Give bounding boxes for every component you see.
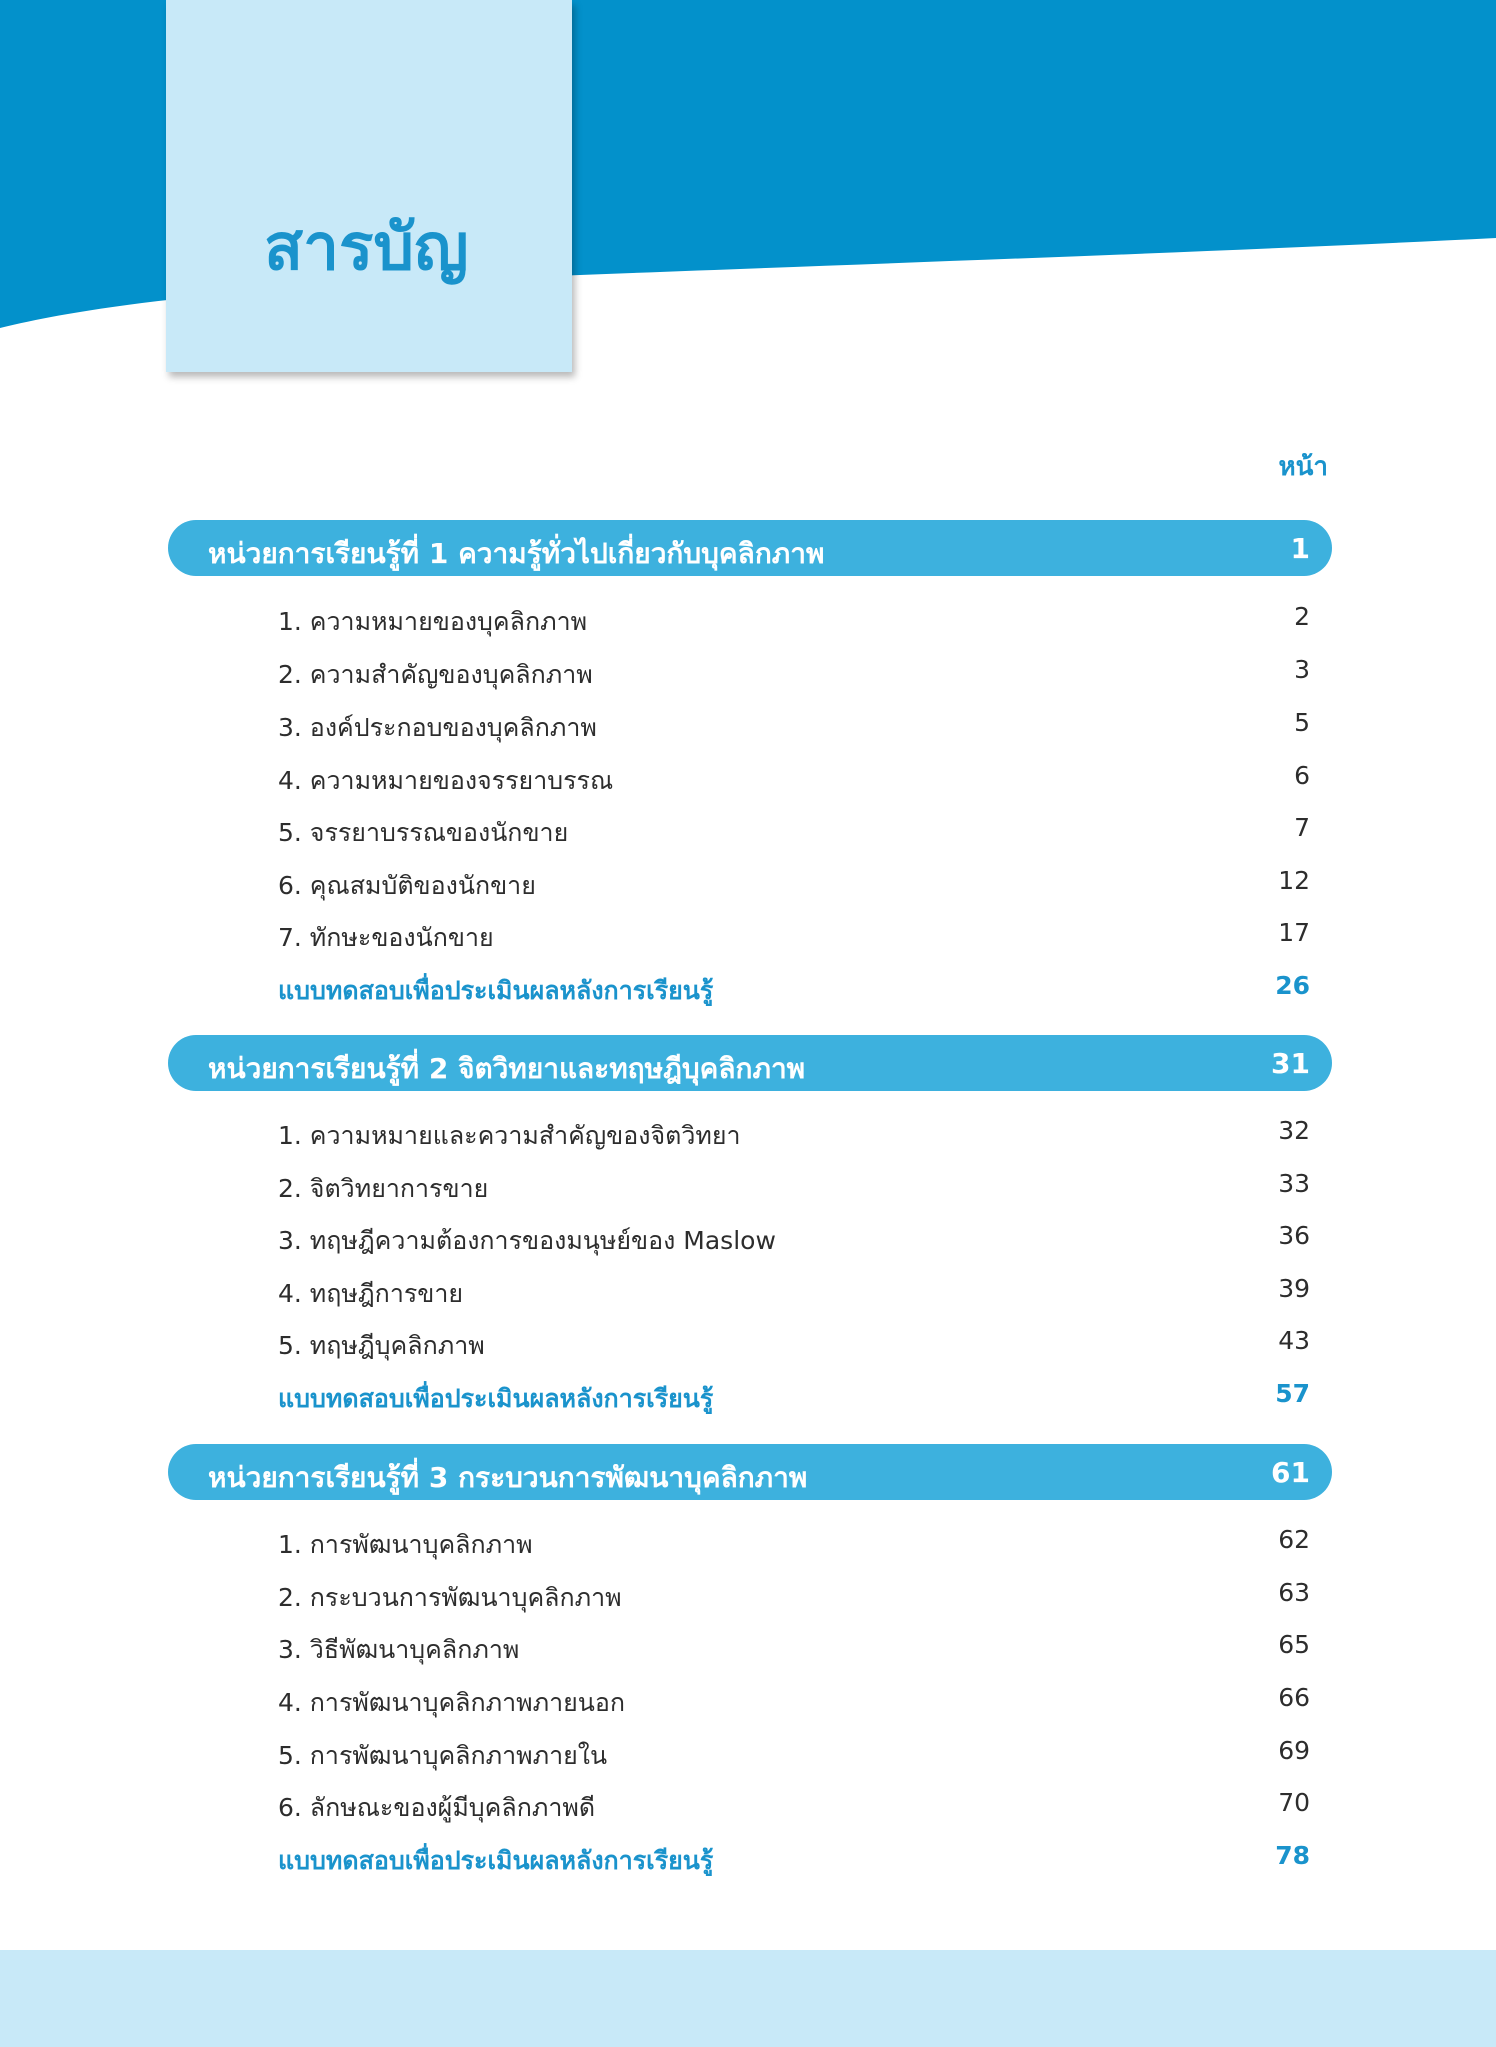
- toc-entry[interactable]: [278, 1784, 1310, 1824]
- toc-entry[interactable]: [278, 809, 1310, 849]
- entry-title: แบบทดสอบเพื่อประเมินผลหลังการเรียนรู้: [278, 1384, 714, 1413]
- entry-title: 4. การพัฒนาบุคลิกภาพภายนอก: [278, 1688, 626, 1717]
- entry-title: 2. กระบวนการพัฒนาบุคลิกภาพ: [278, 1583, 622, 1612]
- entry-page: 3: [1294, 655, 1310, 684]
- entry-title: แบบทดสอบเพื่อประเมินผลหลังการเรียนรู้: [278, 976, 714, 1005]
- unit-3-header[interactable]: [168, 1444, 1332, 1500]
- entry-page: 6: [1294, 761, 1310, 790]
- entry-page: 26: [1275, 971, 1310, 1000]
- entry-page: 33: [1278, 1169, 1310, 1198]
- unit-title: หน่วยการเรียนรู้ที่ 1 ความรู้ทั่วไปเกี่ยวกับบุคลิกภาพ: [208, 537, 825, 570]
- entry-title: 4. ทฤษฎีการขาย: [278, 1279, 464, 1308]
- entry-page: 66: [1278, 1683, 1310, 1712]
- toc-entry[interactable]: [278, 598, 1310, 638]
- entry-title: แบบทดสอบเพื่อประเมินผลหลังการเรียนรู้: [278, 1846, 714, 1875]
- entry-title: 7. ทักษะของนักขาย: [278, 923, 494, 952]
- toc-entry[interactable]: [278, 1679, 1310, 1719]
- toc-entry-test[interactable]: [278, 967, 1310, 1007]
- entry-title: 6. ลักษณะของผู้มีบุคลิกภาพดี: [278, 1793, 596, 1822]
- entry-page: 17: [1278, 918, 1310, 947]
- toc-entry[interactable]: [278, 757, 1310, 797]
- unit-title: หน่วยการเรียนรู้ที่ 3 กระบวนการพัฒนาบุคลิกภาพ: [208, 1461, 808, 1494]
- page-title: สารบัญ: [264, 211, 469, 285]
- entry-title: 5. จรรยาบรรณของนักขาย: [278, 818, 569, 847]
- toc-entry[interactable]: [278, 1322, 1310, 1362]
- entry-title: 1. ความหมายของบุคลิกภาพ: [278, 607, 588, 636]
- toc-entry[interactable]: [278, 914, 1310, 954]
- entry-page: 78: [1275, 1841, 1310, 1870]
- toc-entry[interactable]: [278, 1626, 1310, 1666]
- toc-entry[interactable]: [278, 1270, 1310, 1310]
- unit-2-header[interactable]: [168, 1035, 1332, 1091]
- entry-title: 2. จิตวิทยาการขาย: [278, 1174, 489, 1203]
- unit-title: หน่วยการเรียนรู้ที่ 2 จิตวิทยาและทฤษฎีบุคลิกภาพ: [208, 1052, 806, 1085]
- entry-page: 62: [1278, 1525, 1310, 1554]
- entry-page: 63: [1278, 1578, 1310, 1607]
- toc-entry-test[interactable]: [278, 1837, 1310, 1877]
- toc-entry[interactable]: [278, 1521, 1310, 1561]
- toc-entry[interactable]: [278, 1112, 1310, 1152]
- unit-page-number: 61: [1271, 1456, 1310, 1489]
- entry-page: 57: [1275, 1379, 1310, 1408]
- toc-entry[interactable]: [278, 1165, 1310, 1205]
- toc-entry[interactable]: [278, 1574, 1310, 1614]
- entry-title: 2. ความสำคัญของบุคลิกภาพ: [278, 660, 593, 689]
- toc-entry[interactable]: [278, 704, 1310, 744]
- title-box: [166, 0, 572, 372]
- unit-page-number: 31: [1271, 1047, 1310, 1080]
- entry-page: 39: [1278, 1274, 1310, 1303]
- toc-entry-test[interactable]: [278, 1375, 1310, 1415]
- unit-1-header[interactable]: [168, 520, 1332, 576]
- entry-title: 1. การพัฒนาบุคลิกภาพ: [278, 1530, 533, 1559]
- entry-page: 12: [1278, 866, 1310, 895]
- entry-page: 43: [1278, 1326, 1310, 1355]
- entry-title: 5. ทฤษฎีบุคลิกภาพ: [278, 1331, 485, 1360]
- footer-band: [0, 1950, 1496, 2047]
- entry-page: 2: [1294, 602, 1310, 631]
- entry-page: 32: [1278, 1116, 1310, 1145]
- page-column-label: หน้า: [1278, 452, 1328, 482]
- entry-title: 4. ความหมายของจรรยาบรรณ: [278, 766, 614, 795]
- entry-title: 3. ทฤษฎีความต้องการของมนุษย์ของ Maslow: [278, 1226, 776, 1255]
- toc-entry[interactable]: [278, 1732, 1310, 1772]
- entry-page: 65: [1278, 1630, 1310, 1659]
- entry-page: 7: [1294, 813, 1310, 842]
- entry-page: 70: [1278, 1788, 1310, 1817]
- entry-title: 5. การพัฒนาบุคลิกภาพภายใน: [278, 1741, 608, 1770]
- entry-title: 1. ความหมายและความสำคัญของจิตวิทยา: [278, 1121, 741, 1150]
- toc-entry[interactable]: [278, 651, 1310, 691]
- entry-title: 3. วิธีพัฒนาบุคลิกภาพ: [278, 1635, 520, 1664]
- entry-page: 69: [1278, 1736, 1310, 1765]
- entry-title: 3. องค์ประกอบของบุคลิกภาพ: [278, 713, 597, 742]
- toc-entry[interactable]: [278, 1217, 1310, 1257]
- toc-entry[interactable]: [278, 862, 1310, 902]
- entry-page: 36: [1278, 1221, 1310, 1250]
- unit-page-number: 1: [1290, 532, 1310, 565]
- entry-title: 6. คุณสมบัติของนักขาย: [278, 871, 536, 900]
- entry-page: 5: [1294, 708, 1310, 737]
